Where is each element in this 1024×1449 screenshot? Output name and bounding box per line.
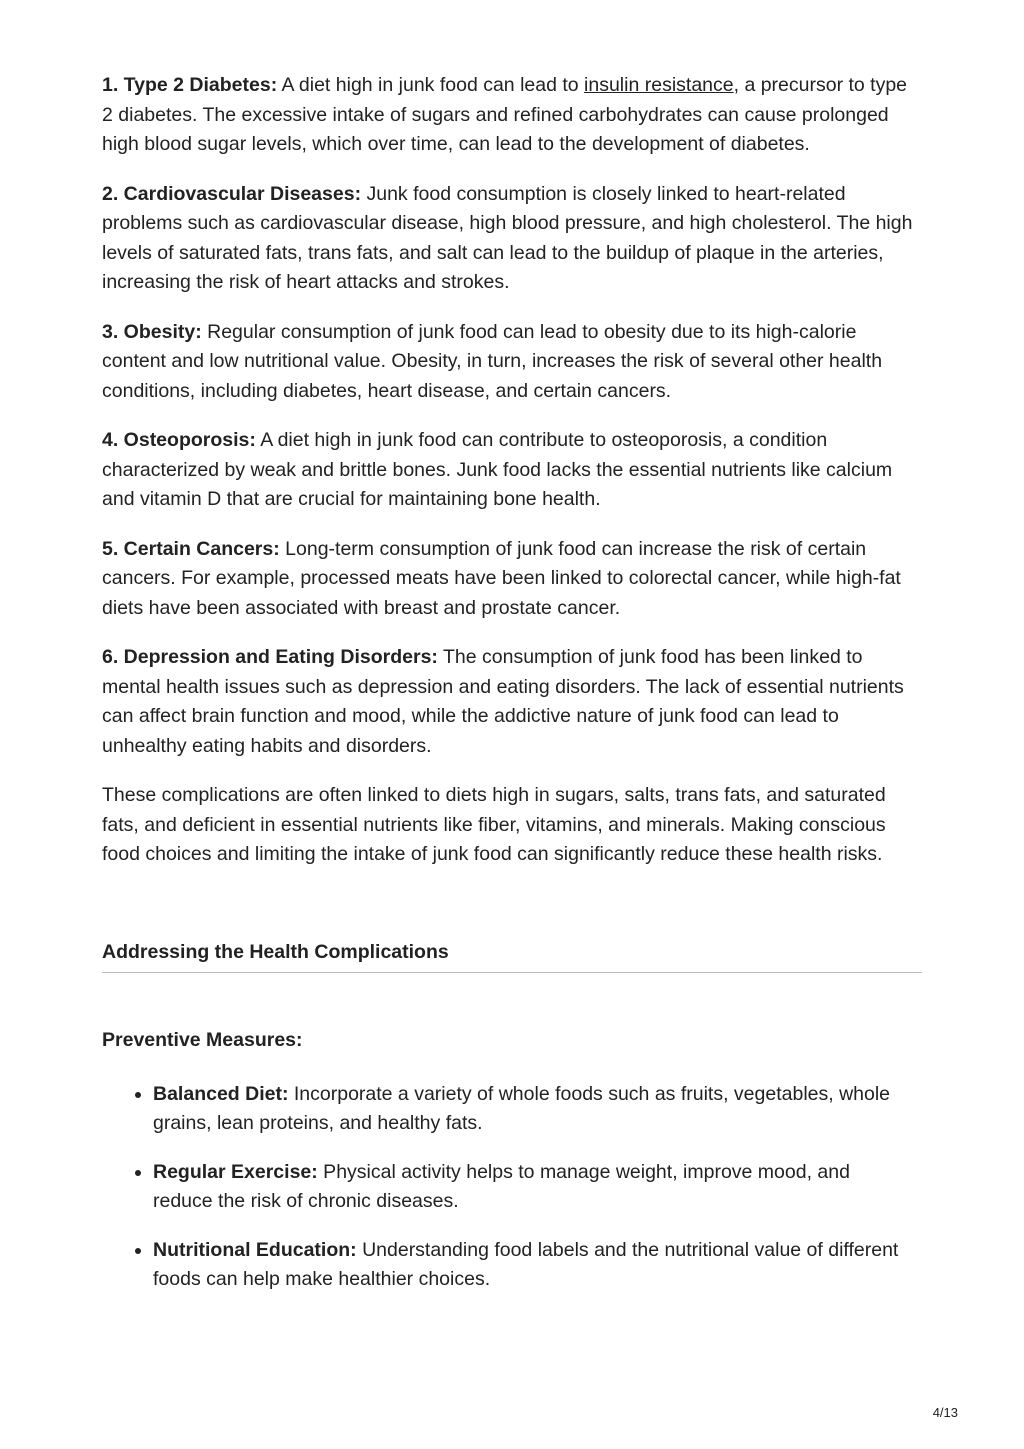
- bullet-icon: [135, 1248, 141, 1254]
- complication-title: 2. Cardiovascular Diseases:: [102, 182, 362, 205]
- complication-title: 4. Osteoporosis:: [102, 429, 256, 451]
- measure-text: Incorporate a variety of whole foods such as fruits, vegetables, whole grains, lean proteins, and healthy fats.: [153, 1082, 891, 1134]
- insulin-resistance-link[interactable]: insulin resistance: [584, 74, 734, 96]
- section-heading: Addressing the Health Complications: [102, 938, 922, 973]
- complication-obesity: [102, 318, 922, 407]
- preventive-measures-list: [102, 1080, 922, 1294]
- bullet-icon: [135, 1092, 141, 1098]
- bullet-icon: [135, 1170, 141, 1176]
- complication-title: 3. Obesity:: [102, 320, 202, 343]
- complication-text: Junk food consumption is closely linked to heart-related problems such as cardiovascular disease, high blood pressure, and high cholesterol. The high levels of saturated fats, trans fats, and salt can lead to the buildup of plaque in the arteries, increasing the risk of heart attacks and strokes.: [102, 182, 913, 293]
- document-page: [102, 71, 922, 1314]
- complication-certain-cancers: [102, 535, 922, 624]
- complication-text: Long-term consumption of junk food can increase the risk of certain cancers. For example, processed meats have been linked to colorectal cancer, while high-fat diets have been associated with breast and prostate cancer.: [102, 537, 901, 619]
- complication-title: 1. Type 2 Diabetes:: [102, 74, 278, 96]
- complication-type-2-diabetes: [102, 71, 922, 160]
- complication-depression: [102, 643, 922, 761]
- summary-paragraph: These complications are often linked to diets high in sugars, salts, trans fats, and saturated fats, and deficient in essential nutrients like fiber, vitamins, and minerals. Making conscious food choices and limiting the intake of junk food can significantly reduce these health risks.: [102, 784, 886, 865]
- complication-text: A diet high in junk food can lead to: [277, 74, 585, 96]
- list-item: [153, 1158, 922, 1216]
- measure-title: Balanced Diet:: [153, 1082, 289, 1105]
- complication-text: A diet high in junk food can contribute to osteoporosis, a condition characterized by weak and brittle bones. Junk food lacks the essential nutrients like calcium and vitamin D that are crucial for maintaining bone health.: [102, 429, 893, 510]
- measure-text: Understanding food labels and the nutritional value of different foods can help make healthier choices.: [153, 1238, 899, 1290]
- preventive-measures-heading: Preventive Measures:: [102, 1028, 303, 1051]
- page-number: 4/13: [932, 1405, 958, 1420]
- complication-text: Regular consumption of junk food can lead to obesity due to its high-calorie content and low nutritional value. Obesity, in turn, increases the risk of several other health conditions, including diabetes, heart disease, and certain cancers.: [102, 320, 883, 402]
- complication-title: 5. Certain Cancers:: [102, 537, 280, 560]
- measure-title: Nutritional Education:: [153, 1238, 357, 1261]
- complication-text: , a precursor to type 2 diabetes. The excessive intake of sugars and refined carbohydrates can cause prolonged high blood sugar levels, which over time, can lead to the development of diabetes.: [102, 74, 908, 155]
- measure-title: Regular Exercise:: [153, 1160, 318, 1183]
- complication-osteoporosis: [102, 426, 922, 515]
- complication-title: 6. Depression and Eating Disorders:: [102, 646, 438, 668]
- list-item: [153, 1080, 922, 1138]
- measure-text: Physical activity helps to manage weight, improve mood, and reduce the risk of chronic diseases.: [153, 1160, 850, 1212]
- complication-cardiovascular: [102, 180, 922, 298]
- list-item: [153, 1236, 922, 1294]
- complication-text: The consumption of junk food has been linked to mental health issues such as depression and eating disorders. The lack of essential nutrients can affect brain function and mood, while the addictive nature of junk food can lead to unhealthy eating habits and disorders.: [102, 646, 904, 757]
